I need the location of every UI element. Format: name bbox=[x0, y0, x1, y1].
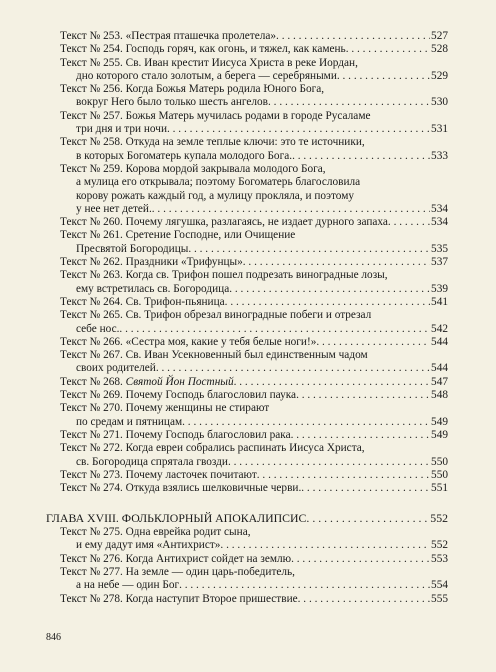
toc-entry bbox=[46, 482, 448, 495]
toc-entry-title: св. Богородица спрятала гвозди bbox=[76, 455, 228, 468]
toc-entry-title: в которых Богоматерь купала молодого Бога. bbox=[76, 149, 293, 162]
toc-page-number: 550 bbox=[431, 455, 448, 468]
toc-entry-title: Текст № 254. Господь горяч, как огонь, и тяжел, как камень bbox=[60, 43, 346, 56]
dot-leader bbox=[220, 539, 430, 552]
toc-entry bbox=[46, 70, 448, 83]
toc-entry-title: ему встретилась св. Богородица bbox=[76, 282, 230, 295]
toc-entry-title: Текст № 271. Почему Господь благословил рака bbox=[60, 428, 291, 441]
toc-entry bbox=[46, 323, 448, 336]
toc-line: Текст № 270. Почему женщины не стирают bbox=[60, 402, 270, 415]
toc-line: Текст № 275. Одна еврейка родит сына, bbox=[60, 526, 251, 539]
toc-page-number: 534 bbox=[431, 216, 448, 229]
toc-entry bbox=[46, 593, 448, 606]
dot-leader bbox=[292, 150, 430, 163]
toc-entry-title: Текст № 266. «Сестра моя, какие у тебя белые ноги!» bbox=[60, 335, 317, 348]
toc-entry-title: у нее нет детей. bbox=[76, 202, 152, 215]
toc-entry-title: и ему дадут имя «Антихрист» bbox=[76, 539, 221, 552]
toc-entry-title: по средам и пятницам bbox=[76, 415, 183, 428]
toc-line: Текст № 265. Св. Трифон обрезал виноградные побеги и отрезал bbox=[60, 309, 372, 322]
dot-leader bbox=[119, 323, 430, 336]
toc-page-number: 552 bbox=[430, 511, 448, 526]
toc-entry bbox=[46, 216, 448, 229]
toc-entry-title: себе нос. bbox=[76, 322, 120, 335]
toc-entry-title: ГЛАВА XVIII. ФОЛЬКЛОРНЫЙ АПОКАЛИПСИС bbox=[46, 511, 307, 526]
dot-leader bbox=[152, 203, 430, 216]
toc-entry-title: Текст № 264. Св. Трифон-пьяница bbox=[60, 295, 225, 308]
toc-line: Текст № 267. Св. Иван Усекновенный был единственным чадом bbox=[60, 349, 368, 362]
toc-entry-title: три дня и три ночи bbox=[76, 123, 167, 136]
toc-line: Текст № 259. Корова мордой закрывала молодого Бога, bbox=[60, 162, 326, 175]
toc-entry bbox=[46, 456, 448, 469]
toc-page-number: 549 bbox=[431, 415, 448, 428]
toc-page-number: 550 bbox=[431, 468, 448, 481]
toc-entry-title: Текст № 268. Святой Йон Постный bbox=[60, 375, 234, 388]
toc-entry-title: своих родителей bbox=[76, 362, 156, 375]
toc-page-number: 529 bbox=[431, 69, 448, 82]
toc-entry bbox=[46, 96, 448, 109]
toc-page-number: 553 bbox=[431, 552, 448, 565]
dot-leader bbox=[298, 593, 430, 606]
toc-entry-title: а на небе — один Бог bbox=[76, 579, 180, 592]
toc-page-number: 531 bbox=[431, 123, 448, 136]
dot-leader bbox=[291, 429, 430, 442]
toc-line: Текст № 258. Откуда на земле теплые ключи: это те источники, bbox=[60, 136, 365, 149]
dot-leader bbox=[291, 553, 430, 566]
toc-line: Текст № 256. Когда Божья Матерь родила Юного Бога, bbox=[60, 83, 325, 96]
toc-entry-title: вокруг Него было только шесть ангелов bbox=[76, 96, 269, 109]
dot-leader bbox=[268, 96, 430, 109]
toc-entry-title: Текст № 262. Праздники «Трифунцы» bbox=[60, 256, 243, 269]
dot-leader bbox=[228, 456, 430, 469]
toc-entry bbox=[46, 203, 448, 216]
toc-page-number: 533 bbox=[431, 149, 448, 162]
toc-line: корову рожать каждый год, а мулицу прокляла, и поэтому bbox=[76, 189, 355, 202]
toc-entry bbox=[46, 43, 448, 56]
table-of-contents bbox=[46, 30, 448, 606]
dot-leader bbox=[276, 30, 430, 43]
dot-leader bbox=[182, 416, 430, 429]
toc-page-number: 544 bbox=[431, 335, 448, 348]
toc-page-number: 528 bbox=[431, 43, 448, 56]
toc-page-number: 534 bbox=[431, 202, 448, 215]
toc-entry bbox=[46, 429, 448, 442]
toc-entry-title: Текст № 253. «Пестрая пташечка пролетела» bbox=[60, 30, 277, 42]
toc-entry bbox=[46, 123, 448, 136]
toc-entry-title: дно которого стало золотым, а берега — серебряными bbox=[76, 69, 337, 82]
toc-line: Текст № 255. Св. Иван крестит Иисуса Христа в реке Иордан, bbox=[60, 56, 358, 69]
dot-leader bbox=[388, 216, 430, 229]
page-number: 846 bbox=[46, 632, 61, 643]
dot-leader bbox=[225, 296, 430, 309]
toc-page-number: 548 bbox=[431, 389, 448, 402]
dot-leader bbox=[179, 579, 430, 592]
dot-leader bbox=[316, 336, 430, 349]
toc-page-number: 547 bbox=[431, 375, 448, 388]
toc-page-number: 537 bbox=[431, 256, 448, 269]
toc-line: Текст № 277. На земле — один царь-победитель, bbox=[60, 566, 296, 579]
toc-line: а мулица его открывала; поэтому Богоматерь благословила bbox=[76, 176, 361, 189]
toc-entry-title: Текст № 278. Когда наступит Второе пришествие bbox=[60, 592, 298, 605]
toc-entry-title: Текст № 276. Когда Антихрист сойдет на землю bbox=[60, 552, 292, 565]
toc-entry bbox=[46, 150, 448, 163]
toc-entry-title: Пресвятой Богородицы bbox=[76, 242, 189, 255]
toc-page-number: 552 bbox=[431, 539, 448, 552]
dot-leader bbox=[346, 43, 430, 56]
dot-leader bbox=[167, 123, 430, 136]
toc-entry bbox=[46, 30, 448, 43]
dot-leader bbox=[301, 482, 430, 495]
toc-page-number: 535 bbox=[431, 242, 448, 255]
toc-entry bbox=[46, 579, 448, 592]
toc-entry bbox=[46, 336, 448, 349]
toc-entry bbox=[46, 296, 448, 309]
toc-page-number: 551 bbox=[431, 482, 448, 495]
dot-leader bbox=[296, 389, 430, 402]
toc-entry-title: Текст № 260. Почему лягушка, разлагаясь, не издает дурного запаха bbox=[60, 216, 388, 229]
toc-line: Текст № 272. Когда евреи собрались распинать Иисуса Христа, bbox=[60, 442, 365, 455]
toc-page-number: 544 bbox=[431, 362, 448, 375]
toc-page-number: 530 bbox=[431, 96, 448, 109]
dot-leader bbox=[306, 512, 429, 526]
toc-entry-title: Текст № 273. Почему ласточек почитают bbox=[60, 468, 257, 481]
toc-line: Текст № 261. Сретение Господне, или Очищение bbox=[60, 229, 296, 242]
toc-chapter-heading bbox=[46, 512, 448, 526]
dot-leader bbox=[337, 70, 430, 83]
toc-entry bbox=[46, 362, 448, 375]
dot-leader bbox=[156, 362, 430, 375]
toc-entry bbox=[46, 539, 448, 552]
dot-leader bbox=[188, 243, 430, 256]
toc-entry bbox=[46, 256, 448, 269]
dot-leader bbox=[234, 376, 430, 389]
toc-entry bbox=[46, 389, 448, 402]
toc-page-number: 549 bbox=[431, 428, 448, 441]
toc-line: Текст № 263. Когда св. Трифон пошел подрезать виноградные лозы, bbox=[60, 269, 388, 282]
toc-page-number: 555 bbox=[431, 592, 448, 605]
toc-page-number: 527 bbox=[431, 30, 448, 42]
dot-leader bbox=[243, 256, 430, 269]
toc-page-number: 554 bbox=[431, 579, 448, 592]
toc-entry bbox=[46, 553, 448, 566]
toc-page-number: 542 bbox=[431, 322, 448, 335]
dot-leader bbox=[229, 283, 430, 296]
toc-entry-title: Текст № 274. Откуда взялись шелковичные черви. bbox=[60, 482, 302, 495]
toc-entry-title: Текст № 269. Почему Господь благословил паука bbox=[60, 389, 297, 402]
toc-page-number: 541 bbox=[431, 295, 448, 308]
toc-entry bbox=[46, 469, 448, 482]
toc-entry bbox=[46, 243, 448, 256]
toc-entry bbox=[46, 283, 448, 296]
toc-entry bbox=[46, 416, 448, 429]
dot-leader bbox=[257, 469, 430, 482]
toc-page-number: 539 bbox=[431, 282, 448, 295]
toc-line: Текст № 257. Божья Матерь мучилась родами в городе Русаламе bbox=[60, 109, 371, 122]
toc-entry bbox=[46, 376, 448, 389]
